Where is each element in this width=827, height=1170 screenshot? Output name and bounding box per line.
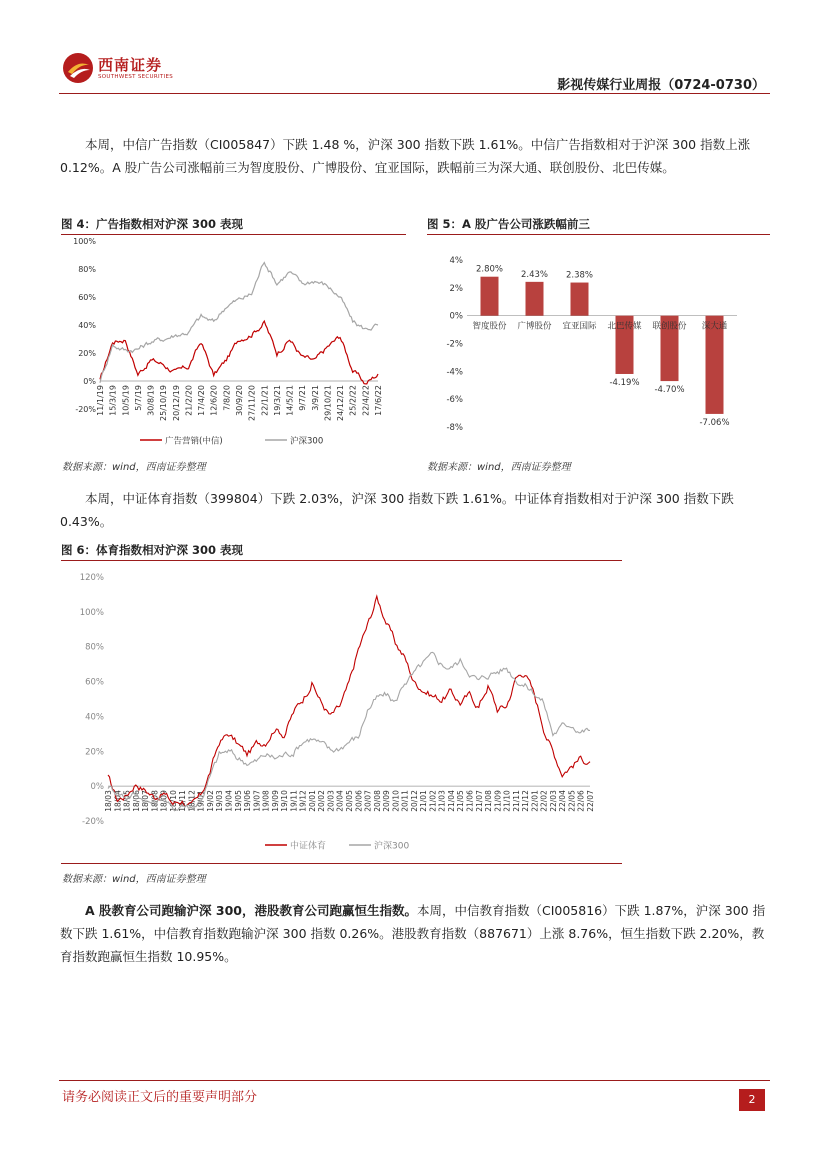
- x-tick-label: 21/09: [493, 790, 503, 812]
- x-tick-label: 19/08: [261, 790, 271, 812]
- figure4-title: 图 4：广告指数相对沪深 300 表现: [61, 217, 244, 231]
- x-tick-label: 20/12/19: [171, 385, 181, 421]
- bar-宜亚国际: [571, 283, 589, 316]
- x-tick-label: 21/2/20: [184, 385, 194, 416]
- x-tick-label: 19/02: [205, 790, 215, 812]
- x-tick-label: 10/5/19: [121, 385, 131, 416]
- figure5-bar-chart: [427, 240, 770, 445]
- y-tick-label: 0%: [449, 311, 463, 322]
- header-divider: [59, 93, 770, 94]
- x-tick-label: 22/04: [558, 790, 568, 812]
- figure5-title-rule: [427, 234, 770, 235]
- x-tick-label: 20/12: [409, 790, 419, 812]
- education-summary-body: 本周，中信教育指数（CI005816）下跌 1.87%，沪深 300 指数下跌 1.61%，中信教育指数跑输沪深 300 指数 0.26%。港股教育指数（887671）上涨 8.76%，恒生指数下跌 2.20%，教育指数跑赢恒生指数 10.95%。: [60, 903, 766, 964]
- series-line-benchmark: [100, 263, 378, 383]
- x-tick-label: 7/8/20: [222, 385, 232, 411]
- x-tick-label: 20/01: [307, 790, 317, 812]
- y-tick-label: 60%: [78, 293, 96, 302]
- x-tick-label: 20/03: [326, 790, 336, 812]
- x-tick-label: 14/5/21: [285, 385, 295, 416]
- x-tick-label: 19/05: [233, 790, 243, 812]
- x-tick-label: 27/11/20: [247, 385, 257, 421]
- x-tick-label: 18/05: [122, 790, 132, 812]
- series-line-primary: [100, 321, 378, 384]
- x-tick-label: 20/07: [363, 790, 373, 812]
- x-tick-label: 19/09: [270, 790, 280, 812]
- bar-value-label: -4.70%: [654, 385, 685, 396]
- x-tick-label: 19/07: [252, 790, 262, 812]
- x-tick-label: 22/05: [567, 790, 577, 812]
- x-tick-label: 18/08: [150, 790, 160, 812]
- x-tick-label: 18/11: [178, 790, 188, 812]
- x-tick-label: 19/01: [196, 790, 206, 812]
- bar-广博股份: [526, 282, 544, 316]
- series-line-primary: [108, 596, 590, 806]
- y-tick-label: -20%: [82, 817, 104, 827]
- y-tick-label: 100%: [73, 237, 96, 246]
- footer-divider: [59, 1080, 770, 1081]
- legend-label: 沪深300: [374, 841, 410, 852]
- category-label: 宜亚国际: [562, 321, 597, 332]
- footer-disclaimer: 请务必阅读正文后的重要声明部分: [62, 1090, 258, 1105]
- x-tick-label: 20/08: [372, 790, 382, 812]
- x-tick-label: 21/08: [484, 790, 494, 812]
- paragraph-education-summary: [60, 899, 766, 968]
- x-tick-label: 22/4/22: [361, 385, 371, 416]
- y-tick-label: 80%: [85, 642, 104, 653]
- y-tick-label: 20%: [85, 747, 104, 758]
- x-tick-label: 9/7/21: [298, 385, 308, 411]
- x-tick-label: 20/04: [335, 790, 345, 812]
- figure5-title: 图 5：A 股广告公司涨跌幅前三: [427, 217, 590, 231]
- education-summary-lead: A 股教育公司跑输沪深 300，港股教育公司跑赢恒生指数。: [85, 903, 417, 918]
- x-tick-label: 22/01: [530, 790, 540, 812]
- logo-chinese-name: 西南证券: [98, 56, 163, 74]
- x-tick-label: 5/7/19: [133, 385, 143, 411]
- bar-value-label: 2.80%: [475, 264, 504, 275]
- x-tick-label: 25/10/19: [159, 385, 169, 421]
- y-tick-label: 120%: [79, 573, 104, 583]
- x-tick-label: 30/8/19: [146, 385, 156, 416]
- category-label: 北巴传媒: [607, 321, 642, 332]
- x-tick-label: 20/09: [382, 790, 392, 812]
- x-tick-label: 19/10: [280, 790, 290, 812]
- x-tick-label: 19/03: [215, 790, 225, 812]
- x-tick-label: 25/2/22: [348, 385, 358, 416]
- category-label: 联创股份: [652, 321, 687, 332]
- y-tick-label: -8%: [446, 423, 463, 433]
- x-tick-label: 29/10/21: [323, 385, 333, 421]
- figure4-title-rule: [61, 234, 406, 235]
- figure6-bottom-rule: [61, 863, 622, 864]
- x-tick-label: 21/11: [511, 790, 521, 812]
- figure4-line-chart: [60, 236, 406, 450]
- x-tick-label: 21/12: [521, 790, 531, 812]
- legend-label: 中证体育: [290, 841, 327, 852]
- x-tick-label: 19/06: [243, 790, 253, 812]
- x-tick-label: 18/04: [113, 790, 123, 812]
- y-tick-label: 4%: [449, 256, 463, 266]
- x-tick-label: 17/4/20: [197, 385, 207, 416]
- paragraph-sports-summary: 本周，中证体育指数（399804）下跌 2.03%，沪深 300 指数下跌 1.61%。中证体育指数相对于沪深 300 指数下跌 0.43%。: [60, 491, 734, 529]
- bar-value-label: -4.19%: [609, 377, 640, 388]
- x-tick-label: 21/05: [456, 790, 466, 812]
- bar-value-label: 2.38%: [565, 270, 594, 281]
- x-tick-label: 19/3/21: [272, 385, 282, 416]
- report-title: 影视传媒行业周报（0724-0730）: [557, 78, 765, 93]
- figure4-source: 数据来源：wind，西南证券整理: [62, 462, 206, 473]
- category-label: 深大通: [701, 321, 728, 332]
- bar-智度股份: [481, 277, 499, 316]
- category-label: 广博股份: [517, 321, 552, 332]
- logo-english-name: SOUTHWEST SECURITIES: [98, 74, 174, 80]
- legend-label: 广告营销(中信): [165, 436, 223, 447]
- x-tick-label: 22/07: [586, 790, 595, 812]
- x-tick-label: 11/1/19: [96, 385, 105, 416]
- bar-value-label: 2.43%: [520, 269, 549, 280]
- x-tick-label: 22/1/21: [260, 385, 270, 416]
- x-tick-label: 19/11: [289, 790, 299, 812]
- x-tick-label: 22/03: [548, 790, 558, 812]
- x-tick-label: 21/01: [419, 790, 429, 812]
- x-tick-label: 20/10: [391, 790, 401, 812]
- figure6-title-rule: [61, 560, 622, 561]
- x-tick-label: 15/3/19: [108, 385, 118, 416]
- x-tick-label: 20/11: [400, 790, 410, 812]
- y-tick-label: -4%: [446, 367, 463, 378]
- x-tick-label: 19/04: [224, 790, 234, 812]
- category-label: 智度股份: [472, 321, 507, 332]
- figure5-source: 数据来源：wind，西南证券整理: [427, 462, 571, 473]
- y-tick-label: 60%: [85, 677, 104, 688]
- x-tick-label: 21/10: [502, 790, 512, 812]
- y-tick-label: 40%: [78, 321, 96, 330]
- x-tick-label: 20/02: [317, 790, 327, 812]
- company-logo-icon: [62, 52, 94, 84]
- x-tick-label: 21/07: [474, 790, 484, 812]
- x-tick-label: 18/10: [168, 790, 178, 812]
- y-tick-label: 2%: [449, 283, 463, 294]
- legend-label: 沪深300: [290, 436, 324, 447]
- x-tick-label: 18/06: [131, 790, 141, 812]
- x-tick-label: 17/6/22: [374, 385, 383, 416]
- figure6-title: 图 6：体育指数相对沪深 300 表现: [61, 543, 244, 557]
- y-tick-label: -6%: [446, 395, 463, 406]
- paragraph-advertising-summary: 本周，中信广告指数（CI005847）下跌 1.48 %，沪深 300 指数下跌 1.61%。中信广告指数相对于沪深 300 指数上涨 0.12%。A 股广告公司涨幅前三为智度股份、广博股份、宜亚国际，跌幅前三为深大通、联创股份、北巴传媒。: [60, 137, 751, 175]
- x-tick-label: 3/9/21: [310, 385, 320, 411]
- page-number: 2: [739, 1089, 765, 1111]
- x-tick-label: 24/12/21: [336, 385, 346, 421]
- x-tick-label: 18/12: [187, 790, 197, 812]
- y-tick-label: 0%: [90, 782, 104, 793]
- y-tick-label: -2%: [446, 339, 463, 350]
- x-tick-label: 22/02: [539, 790, 549, 812]
- x-tick-label: 19/12: [298, 790, 308, 812]
- x-tick-label: 21/02: [428, 790, 438, 812]
- x-tick-label: 20/05: [345, 790, 354, 812]
- x-tick-label: 12/6/20: [209, 385, 219, 416]
- x-tick-label: 20/06: [354, 790, 364, 812]
- x-tick-label: 21/04: [446, 790, 456, 812]
- figure6-line-chart: [60, 564, 622, 860]
- x-tick-label: 21/03: [437, 790, 447, 812]
- y-tick-label: 20%: [78, 349, 96, 358]
- bar-value-label: -7.06%: [699, 417, 730, 428]
- x-tick-label: 18/03: [104, 790, 113, 812]
- y-tick-label: 40%: [85, 712, 104, 723]
- y-tick-label: 100%: [79, 607, 104, 618]
- y-tick-label: 0%: [83, 377, 96, 386]
- x-tick-label: 18/07: [141, 790, 151, 812]
- x-tick-label: 18/09: [159, 790, 169, 812]
- y-tick-label: 80%: [78, 265, 96, 274]
- x-tick-label: 30/9/20: [235, 385, 244, 416]
- x-tick-label: 21/06: [465, 790, 475, 812]
- y-tick-label: -20%: [75, 405, 96, 414]
- figure6-source: 数据来源：wind，西南证券整理: [62, 874, 206, 885]
- x-tick-label: 22/06: [576, 790, 586, 812]
